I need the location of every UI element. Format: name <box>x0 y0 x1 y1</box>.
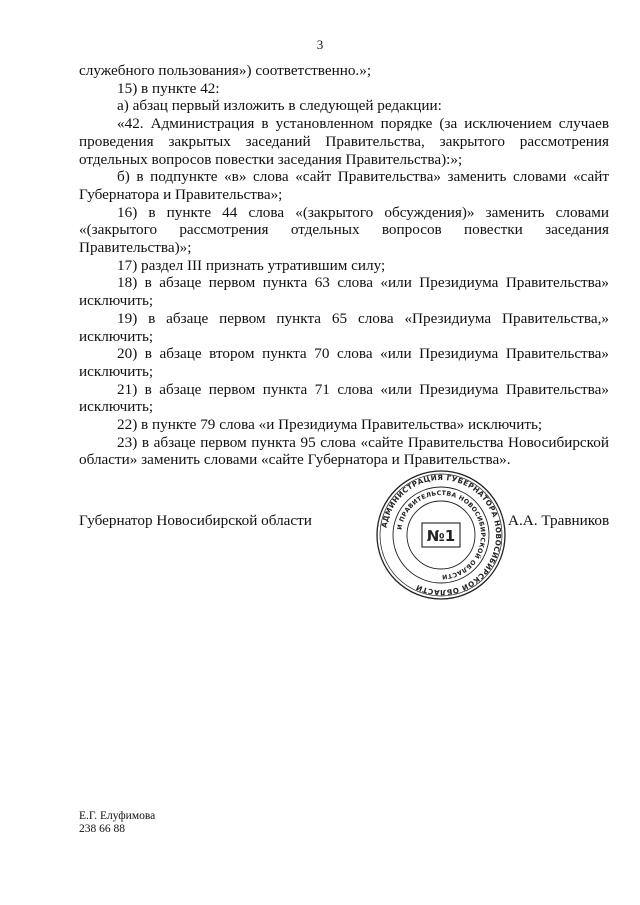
paragraph-item-15b: б) в подпункте «в» слова «сайт Правительства» заменить словами «сайт Губернатора и Правительства»; <box>79 168 609 203</box>
signatory-position: Губернатор Новосибирской области <box>79 512 312 529</box>
svg-text:АДМИНИСТРАЦИЯ ГУБЕРНАТОРА НОВО: АДМИНИСТРАЦИЯ ГУБЕРНАТОРА НОВОСИБИРСКОЙ ОБЛАСТИ <box>379 472 504 598</box>
executor-info <box>79 810 155 836</box>
paragraph-item-20: 20) в абзаце втором пункта 70 слова «или Президиума Правительства» исключить; <box>79 345 609 380</box>
document-body <box>79 62 609 469</box>
paragraph-continuation: служебного пользования») соответственно.»; <box>79 62 372 79</box>
svg-text:И ПРАВИТЕЛЬСТВА НОВОСИБИРСКОЙ: И ПРАВИТЕЛЬСТВА НОВОСИБИРСКОЙ ОБЛАСТИ <box>396 489 487 581</box>
paragraph-item-23: 23) в абзаце первом пункта 95 слова «сайте Правительства Новосибирской области» заменить словами «сайте Губернатора и Правительства». <box>79 433 609 469</box>
paragraph-item-19: 19) в абзаце первом пункта 65 слова «Президиума Правительства,» исключить; <box>79 309 609 345</box>
paragraph-item-16: 16) в пункте 44 слова «(закрытого обсуждения)» заменить словами «(закрытого рассмотрения отдельных вопросов повестки заседания Правительства)»; <box>79 203 609 257</box>
paragraph-item-17: 17) раздел III признать утратившим силу; <box>117 256 386 274</box>
executor-name: Е.Г. Елуфимова <box>79 810 156 822</box>
paragraph-item-18: 18) в абзаце первом пункта 63 слова «или Президиума Правительства» исключить; <box>79 274 609 310</box>
paragraph-item-22: 22) в пункте 79 слова «и Президиума Правительства» исключить; <box>117 416 543 434</box>
official-seal-stamp <box>374 468 508 602</box>
paragraph-quote-42: «42. Администрация в установленном порядке (за исключением случаев проведения закрытых заседаний Правительства, закрытого рассмотрения отдельных вопросов повестки заседания Правительства):»; <box>79 115 609 168</box>
paragraph-item-15: 15) в пункте 42: <box>117 79 220 97</box>
svg-text:№1: №1 <box>426 527 456 545</box>
page-number: 3 <box>316 37 324 52</box>
signatory-name: А.А. Травников <box>508 512 610 529</box>
paragraph-item-15a: а) абзац первый изложить в следующей редакции: <box>117 97 442 115</box>
paragraph-item-21: 21) в абзаце первом пункта 71 слова «или Президиума Правительства» исключить; <box>79 380 609 416</box>
executor-phone: 238 66 88 <box>79 823 125 835</box>
